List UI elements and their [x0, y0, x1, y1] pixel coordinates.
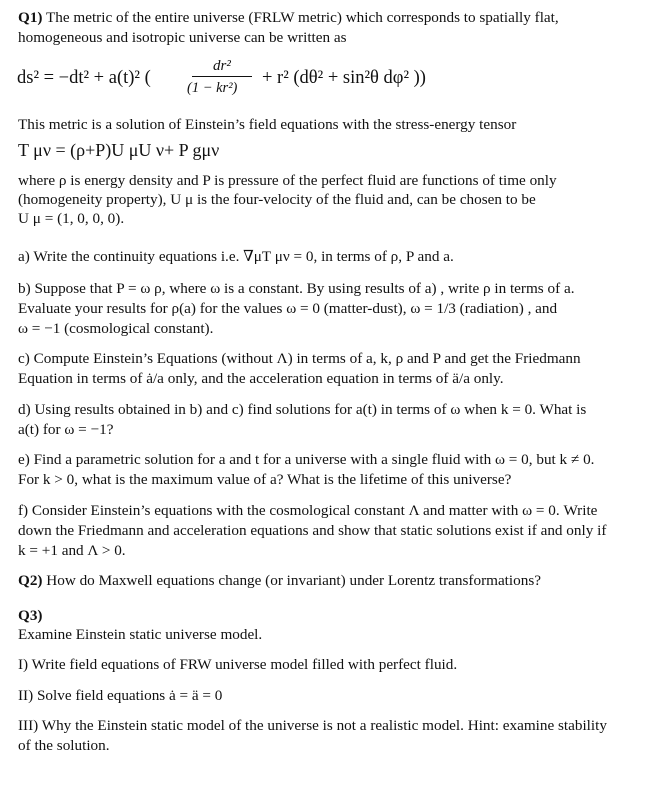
where-line1: where ρ is energy density and P is pressure of the perfect fluid are functions of time only [18, 172, 557, 189]
part-f-line2: down the Friedmann and acceleration equations and show that static solutions exist if and only if [18, 522, 607, 539]
stress-energy-tensor-formula: T μν = (ρ+P)U μU ν+ P gμν [18, 140, 220, 160]
part-a: a) Write the continuity equations i.e. ∇μT μν = 0, in terms of ρ, P and a. [18, 248, 454, 265]
part-b-line3: ω = −1 (cosmological constant). [18, 320, 214, 337]
metric-part1: ds² = −dt² + a(t)² ( [17, 68, 151, 88]
q3-part-ii: II) Solve field equations ȧ = ä = 0 [18, 687, 223, 704]
part-c-line2: Equation in terms of ȧ/a only, and the acceleration equation in terms of ä/a only. [18, 370, 504, 387]
q3-label-line [18, 606, 648, 625]
q3-part-iii-line1: III) Why the Einstein static model of the universe is not a realistic model. Hint: examine stability [18, 717, 607, 734]
frlw-metric-formula [17, 57, 657, 103]
q1-intro-line1 [18, 8, 648, 27]
q2-text: How do Maxwell equations change (or invariant) under Lorentz transformations? [42, 572, 541, 589]
q2-label: Q2) [18, 572, 43, 589]
q3-label: Q3) [18, 607, 43, 624]
part-b-line1: b) Suppose that P = ω ρ, where ω is a constant. By using results of a) , write ρ in terms of a. [18, 280, 575, 297]
part-e-line1: e) Find a parametric solution for a and t for a universe with a single fluid with ω = 0, but k ≠ 0. [18, 451, 595, 468]
part-e-line2: For k > 0, what is the maximum value of a? What is the lifetime of this universe? [18, 471, 512, 488]
q1-intro-text1: The metric of the entire universe (FRLW metric) which corresponds to spatially flat, [42, 9, 559, 26]
metric-fraction-denominator: (1 − kr²) [187, 80, 238, 96]
part-f-line3: k = +1 and Λ > 0. [18, 542, 126, 559]
where-line3: U μ = (1, 0, 0, 0). [18, 210, 125, 227]
q3-intro: Examine Einstein static universe model. [18, 626, 263, 643]
part-f-line1: f) Consider Einstein’s equations with the cosmological constant Λ and matter with ω = 0. Write [18, 502, 598, 519]
stress-energy-line: This metric is a solution of Einstein’s field equations with the stress-energy tensor [18, 116, 517, 133]
part-d-line1: d) Using results obtained in b) and c) find solutions for a(t) in terms of ω when k = 0. What is [18, 401, 587, 418]
q1-label: Q1) [18, 9, 43, 26]
q3-part-iii-line2: of the solution. [18, 737, 110, 754]
where-line2: (homogeneity property), U μ is the four-velocity of the fluid and, can be chosen to be [18, 191, 536, 208]
q1-intro-line2: homogeneous and isotropic universe can be written as [18, 29, 347, 46]
part-d-line2: a(t) for ω = −1? [18, 421, 114, 438]
part-b-line2: Evaluate your results for ρ(a) for the values ω = 0 (matter-dust), ω = 1/3 (radiation) , and [18, 300, 558, 317]
q2-line [18, 571, 648, 590]
metric-fraction-numerator: dr² [213, 58, 231, 74]
part-c-line1: c) Compute Einstein’s Equations (without Λ) in terms of a, k, ρ and P and get the Friedmann [18, 350, 581, 367]
metric-part2: + r² (dθ² + sin²θ dφ² )) [262, 68, 426, 88]
q3-part-i: I) Write field equations of FRW universe model filled with perfect fluid. [18, 656, 458, 673]
